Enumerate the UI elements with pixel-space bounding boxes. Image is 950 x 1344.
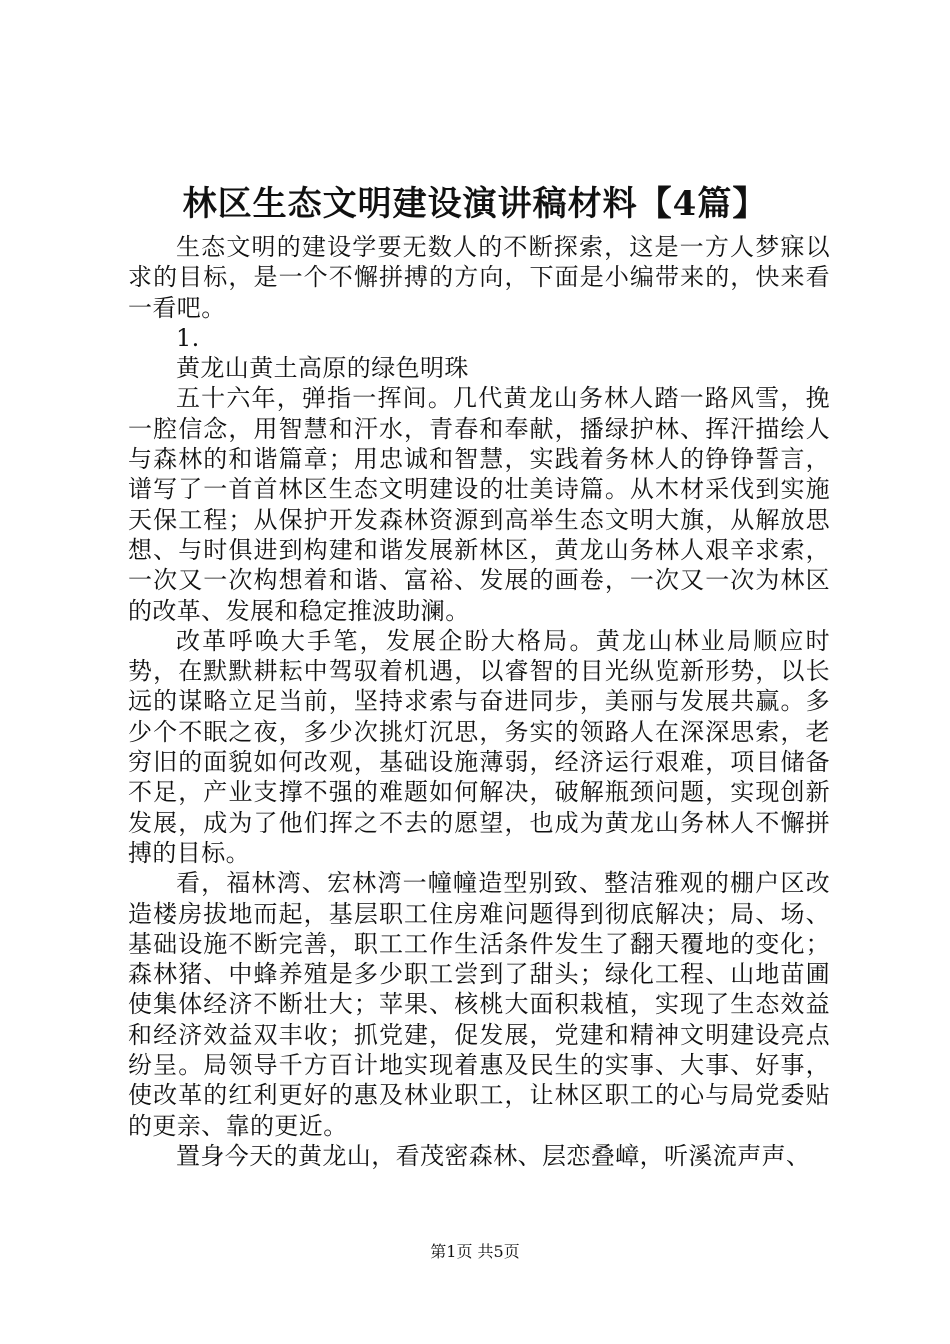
- intro-paragraph: 生态文明的建设学要无数人的不断探索，这是一方人梦寐以求的目标，是一个不懈拼搏的方向，下面是小编带来的，快来看一看吧。: [128, 233, 830, 322]
- body-paragraph: 五十六年，弹指一挥间。几代黄龙山务林人踏一路风雪，挽一腔信念，用智慧和汗水，青春和奉献，播绿护林、挥汗描绘人与森林的和谐篇章；用忠诚和智慧，实践着务林人的铮铮誓言，谱写了一首首林区生态文明建设的壮美诗篇。从木材采伐到实施天保工程；从保护开发森林资源到高举生态文明大旗，从解放思想、与时俱进到构建和谐发展新林区，黄龙山务林人艰辛求索，一次又一次构想着和谐、富裕、发展的画卷，一次又一次为林区的改革、发展和稳定推波助澜。: [128, 384, 830, 625]
- page-footer: 第1页 共5页: [430, 1242, 520, 1261]
- document-title: 林区生态文明建设演讲稿材料【4篇】: [182, 184, 768, 224]
- section-heading: 黄龙山黄土高原的绿色明珠: [176, 354, 469, 383]
- section-number: 1.: [176, 323, 200, 352]
- document-body: [128, 232, 830, 1171]
- body-paragraph: 改革呼唤大手笔，发展企盼大格局。黄龙山林业局顺应时势，在默默耕耘中驾驭着机遇，以睿智的目光纵览新形势，以长远的谋略立足当前，坚持求索与奋进同步，美丽与发展共赢。多少个不眠之夜，多少次挑灯沉思，务实的领路人在深深思索，老穷旧的面貌如何改观，基础设施薄弱，经济运行艰难，项目储备不足，产业支撑不强的难题如何解决，破解瓶颈问题，实现创新发展，成为了他们挥之不去的愿望，也成为黄龙山务林人不懈拼搏的目标。: [128, 626, 830, 867]
- body-paragraph: 看，福林湾、宏林湾一幢幢造型别致、整洁雅观的棚户区改造楼房拔地而起，基层职工住房难问题得到彻底解决；局、场、基础设施不断完善，职工工作生活条件发生了翻天覆地的变化；森林猪、中蜂养殖是多少职工尝到了甜头；绿化工程、山地苗圃使集体经济不断壮大；苹果、核桃大面积栽植，实现了生态效益和经济效益双丰收；抓党建，促发展，党建和精神文明建设亮点纷呈。局领导千方百计地实现着惠及民生的实事、大事、好事，使改革的红利更好的惠及林业职工，让林区职工的心与局党委贴的更亲、靠的更近。: [128, 869, 830, 1140]
- body-paragraph: 置身今天的黄龙山，看茂密森林、层恋叠嶂，听溪流声声、: [176, 1141, 811, 1170]
